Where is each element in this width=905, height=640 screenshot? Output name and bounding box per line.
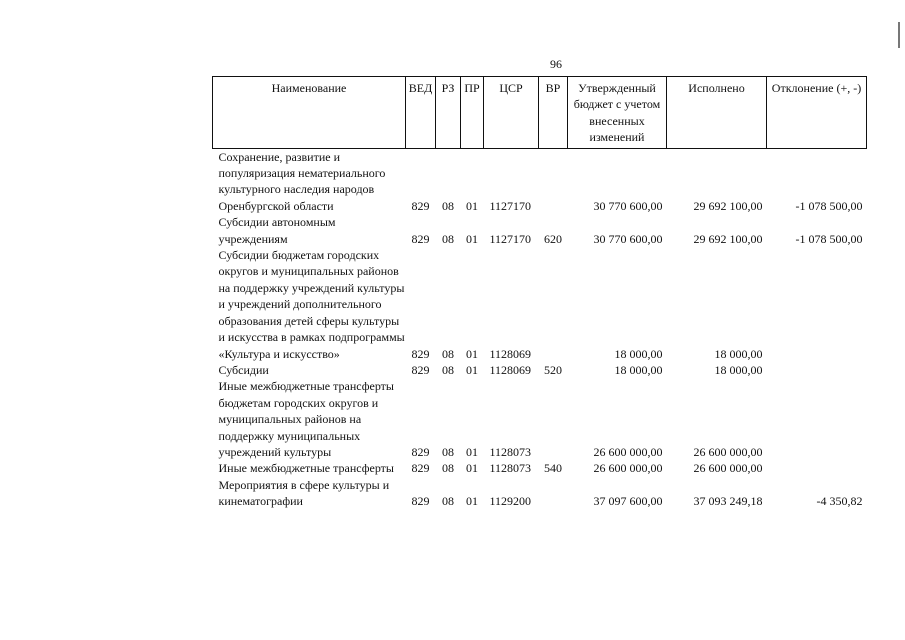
cell-csr: 1128073 xyxy=(489,444,532,459)
cell-csr: 1128069 xyxy=(489,346,532,361)
cell-approved: 30 770 600,00 xyxy=(593,231,663,246)
cell-deviation: -1 078 500,00 xyxy=(795,231,863,246)
cell-deviation xyxy=(767,362,867,378)
cell-pr: 01 xyxy=(466,494,478,509)
table-row xyxy=(213,460,867,476)
cell-csr: 1129200 xyxy=(489,494,532,509)
cell-name: Субсидии бюджетам городских округов и муниципальных районов на поддержку учреждений культуры и учреждений дополнительного образования детей сферы культуры и искусства в рамках подпрограммы «Культура и искусство» xyxy=(218,248,405,361)
table-row xyxy=(213,477,867,510)
cell-rz: 08 xyxy=(442,346,454,361)
cell-rz: 08 xyxy=(442,198,454,213)
cell-pr: 01 xyxy=(466,461,478,476)
cell-pr: 01 xyxy=(466,198,478,213)
cell-deviation xyxy=(767,247,867,362)
cell-rz: 08 xyxy=(442,231,454,246)
header-ved: ВЕД xyxy=(406,77,436,149)
header-name: Наименование xyxy=(213,77,406,149)
cell-deviation xyxy=(767,378,867,460)
table-header-row xyxy=(213,77,867,149)
header-vr: ВР xyxy=(539,77,568,149)
cell-pr: 01 xyxy=(466,444,478,459)
header-approved: Утвержденный бюджет с учетом внесенных изменений xyxy=(568,77,667,149)
cell-executed: 18 000,00 xyxy=(714,346,763,361)
cell-csr: 1128073 xyxy=(489,461,532,476)
cell-ved: 829 xyxy=(411,494,430,509)
header-pr: ПР xyxy=(461,77,484,149)
cell-executed: 29 692 100,00 xyxy=(693,231,763,246)
cell-approved: 26 600 000,00 xyxy=(593,444,663,459)
cell-name: Иные межбюджетные трансферты бюджетам городских округов и муниципальных районов на поддержку муниципальных учреждений культуры xyxy=(218,379,394,459)
cell-ved: 829 xyxy=(411,461,430,476)
cell-vr: 520 xyxy=(544,362,562,377)
table-row xyxy=(213,378,867,460)
cell-ved: 829 xyxy=(411,346,430,361)
cell-executed: 29 692 100,00 xyxy=(693,198,763,213)
cell-pr: 01 xyxy=(466,362,478,377)
cell-executed: 26 600 000,00 xyxy=(693,461,763,476)
cell-executed: 37 093 249,18 xyxy=(693,494,763,509)
cell-deviation xyxy=(767,460,867,476)
cell-ved: 829 xyxy=(411,362,430,377)
cell-deviation: -1 078 500,00 xyxy=(795,198,863,213)
cell-vr: 540 xyxy=(544,461,562,476)
budget-table xyxy=(212,76,867,510)
header-deviation: Отклонение (+, -) xyxy=(767,77,867,149)
cell-executed: 26 600 000,00 xyxy=(693,444,763,459)
table-row xyxy=(213,362,867,378)
cell-rz: 08 xyxy=(442,494,454,509)
cell-approved: 30 770 600,00 xyxy=(593,198,663,213)
cell-vr: 620 xyxy=(544,231,562,246)
cell-vr xyxy=(539,378,568,460)
cell-csr: 1127170 xyxy=(489,198,532,213)
header-rz: РЗ xyxy=(436,77,461,149)
cell-deviation: -4 350,82 xyxy=(816,494,863,509)
cell-rz: 08 xyxy=(442,444,454,459)
cell-approved: 37 097 600,00 xyxy=(593,494,663,509)
cell-vr xyxy=(539,148,568,214)
cell-name: Сохранение, развитие и популяризация нематериального культурного наследия народов Оренбургской области xyxy=(218,149,386,213)
cell-vr xyxy=(539,247,568,362)
scan-edge-mark xyxy=(898,22,900,48)
header-executed: Исполнено xyxy=(667,77,767,149)
cell-pr: 01 xyxy=(466,346,478,361)
cell-rz: 08 xyxy=(442,461,454,476)
cell-approved: 18 000,00 xyxy=(614,346,663,361)
table-row xyxy=(213,247,867,362)
table-row xyxy=(213,214,867,247)
cell-name: Мероприятия в сфере культуры и кинематографии xyxy=(218,477,390,509)
table-row xyxy=(213,148,867,214)
cell-executed: 18 000,00 xyxy=(714,362,763,377)
cell-csr: 1127170 xyxy=(489,231,532,246)
page-number: 96 xyxy=(550,57,562,71)
cell-approved: 18 000,00 xyxy=(614,362,663,377)
header-csr: ЦСР xyxy=(484,77,539,149)
cell-name: Субсидии xyxy=(218,362,269,377)
cell-ved: 829 xyxy=(411,198,430,213)
cell-pr: 01 xyxy=(466,231,478,246)
cell-vr xyxy=(539,477,568,510)
cell-ved: 829 xyxy=(411,231,430,246)
cell-name: Иные межбюджетные трансферты xyxy=(218,461,394,476)
cell-approved: 26 600 000,00 xyxy=(593,461,663,476)
cell-csr: 1128069 xyxy=(489,362,532,377)
cell-rz: 08 xyxy=(442,362,454,377)
cell-ved: 829 xyxy=(411,444,430,459)
cell-name: Субсидии автономным учреждениям xyxy=(218,215,336,246)
